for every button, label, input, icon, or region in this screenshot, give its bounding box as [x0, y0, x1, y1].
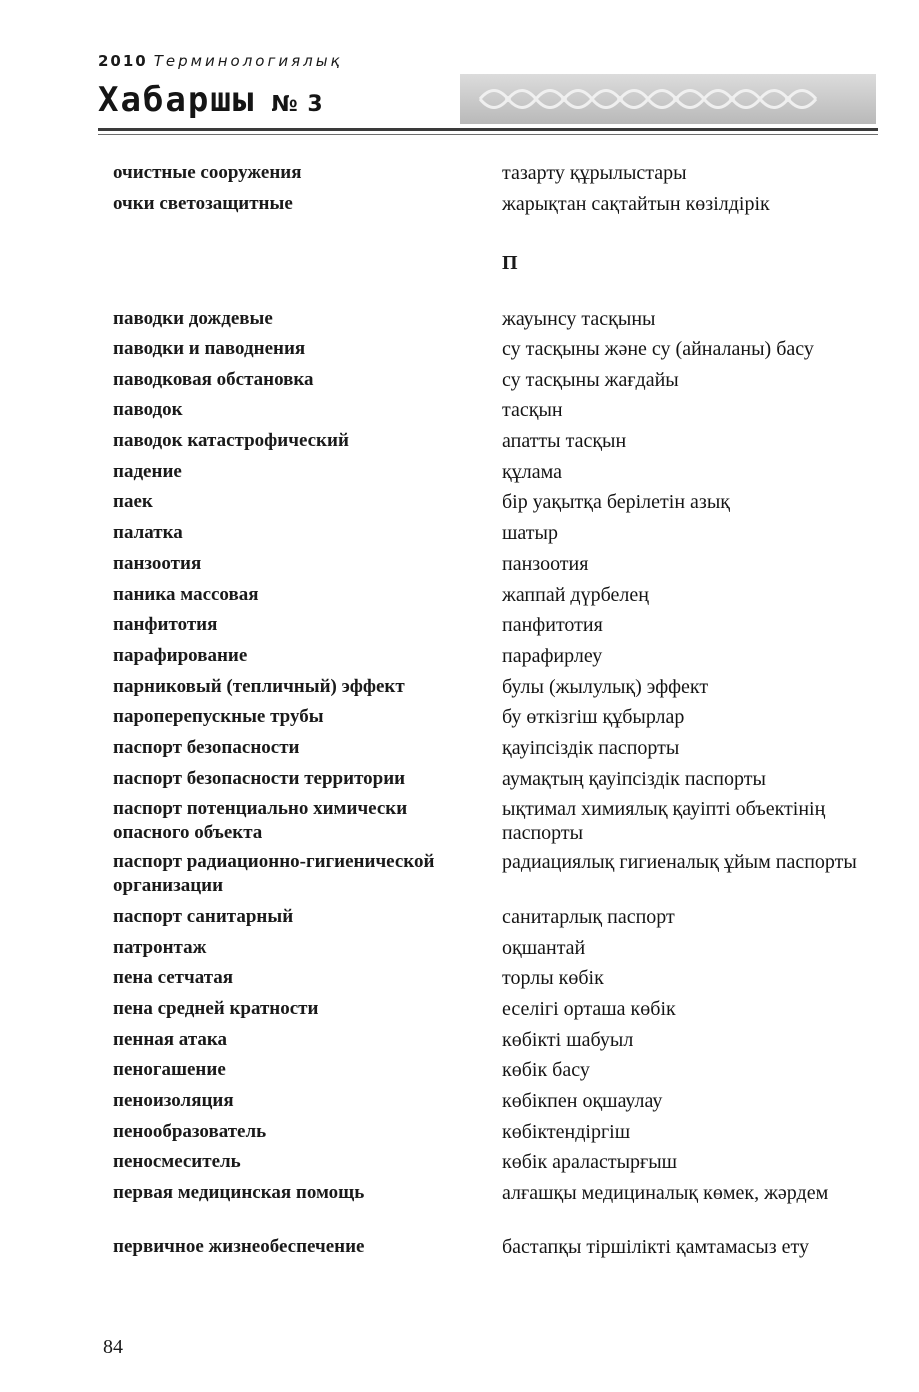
entry-kazakh-term: бір уақытқа берілетін азық — [502, 491, 730, 513]
entry-russian-term: очистные сооружения — [113, 162, 302, 183]
entry-russian-term: падение — [113, 461, 182, 482]
page-number: 84 — [103, 1336, 123, 1358]
entry-russian-term: парафирование — [113, 645, 248, 666]
entry-kazakh-term: көбікті шабуыл — [502, 1029, 634, 1051]
entry-kazakh-term: радиациялық гигиеналық ұйым паспорты — [502, 851, 857, 873]
entry-russian-term: паводки и паводнения — [113, 338, 306, 359]
header-rule — [98, 128, 878, 131]
entry-russian-term: пеносмеситель — [113, 1151, 241, 1172]
entry-russian-term: пеногашение — [113, 1059, 226, 1080]
entry-russian-term: паспорт безопасности территории — [113, 768, 406, 789]
entry-kazakh-term: су тасқыны жағдайы — [502, 369, 679, 391]
entry-kazakh-term: панзоотия — [502, 553, 589, 575]
ornament-pattern-icon — [460, 74, 876, 124]
entry-kazakh-term: жауынсу тасқыны — [502, 308, 656, 330]
entry-kazakh-term: аумақтың қауіпсіздік паспорты — [502, 768, 766, 790]
entry-kazakh-term: көбік басу — [502, 1059, 590, 1081]
entry-kazakh-term: санитарлық паспорт — [502, 906, 675, 928]
entry-russian-term: пенообразователь — [113, 1121, 267, 1142]
entry-kazakh-term: еселігі орташа көбік — [502, 998, 676, 1020]
header-year: 2010 — [98, 52, 148, 70]
entry-kazakh-term: шатыр — [502, 522, 558, 544]
entry-russian-term: паспорт безопасности — [113, 737, 300, 758]
entry-kazakh-term: апатты тасқын — [502, 430, 627, 452]
header-line-1 — [98, 52, 343, 70]
header-line-2 — [98, 80, 324, 120]
header-subtitle: Терминологиялық — [153, 52, 343, 70]
entry-russian-term: палатка — [113, 522, 183, 543]
entry-kazakh-term: жаппай дүрбелең — [502, 584, 649, 606]
journal-header — [0, 0, 919, 150]
entry-kazakh-term: бастапқы тіршілікті қамтамасыз ету — [502, 1236, 810, 1258]
header-title: Хабаршы — [98, 80, 256, 120]
entry-kazakh-term: көбікпен оқшаулау — [502, 1090, 663, 1112]
entry-kazakh-term: жарықтан сақтайтын көзілдірік — [502, 193, 770, 215]
entry-kazakh-term: ықтимал химиялық қауіпті объектінің паспорты — [502, 798, 826, 844]
entry-russian-term: паводковая обстановка — [113, 369, 314, 390]
entry-kazakh-term: көбіктендіргіш — [502, 1121, 631, 1143]
entry-russian-term: паника массовая — [113, 584, 259, 605]
entry-russian-term: парниковый (тепличный) эффект — [113, 676, 405, 697]
entry-russian-term: патронтаж — [113, 937, 207, 958]
entry-kazakh-term: алғашқы медициналық көмек, жәрдем — [502, 1182, 829, 1204]
entry-kazakh-term: су тасқыны және су (айналаны) басу — [502, 338, 814, 360]
entry-russian-term: паспорт потенциально химически опасного объекта — [113, 798, 408, 843]
entry-russian-term: пароперепускные трубы — [113, 706, 324, 727]
entry-russian-term: пена средней кратности — [113, 998, 319, 1019]
section-letter: П — [502, 252, 518, 274]
entry-kazakh-term: парафирлеу — [502, 645, 603, 667]
entry-russian-term: очки светозащитные — [113, 193, 293, 214]
entry-russian-term: первичное жизнеобеспечение — [113, 1236, 365, 1257]
ornament-band — [460, 74, 876, 124]
entry-kazakh-term: тазарту құрылыстары — [502, 162, 687, 184]
entry-kazakh-term: панфитотия — [502, 614, 603, 636]
entry-russian-term: панзоотия — [113, 553, 202, 574]
header-rule-thin — [98, 134, 878, 135]
entry-russian-term: паводок катастрофический — [113, 430, 349, 451]
entry-russian-term: пенная атака — [113, 1029, 228, 1050]
header-issue: № 3 — [271, 92, 324, 117]
entry-kazakh-term: торлы көбік — [502, 967, 604, 989]
entry-kazakh-term: булы (жылулық) эффект — [502, 676, 709, 698]
entry-russian-term: первая медицинская помощь — [113, 1182, 365, 1203]
entry-kazakh-term: бу өткізгіш құбырлар — [502, 706, 685, 728]
entry-russian-term: пеноизоляция — [113, 1090, 234, 1111]
entry-russian-term: панфитотия — [113, 614, 218, 635]
entry-russian-term: паводок — [113, 399, 183, 420]
entry-kazakh-term: оқшантай — [502, 937, 586, 959]
entry-kazakh-term: құлама — [502, 461, 562, 483]
entry-russian-term: паек — [113, 491, 153, 512]
entry-kazakh-term: көбік араластырғыш — [502, 1151, 678, 1173]
entry-kazakh-term: қауіпсіздік паспорты — [502, 737, 680, 759]
entry-russian-term: паспорт радиационно-гигиенической организации — [113, 851, 435, 896]
entry-russian-term: паводки дождевые — [113, 308, 273, 329]
entry-kazakh-term: тасқын — [502, 399, 563, 421]
entry-russian-term: паспорт санитарный — [113, 906, 294, 927]
entry-russian-term: пена сетчатая — [113, 967, 234, 988]
